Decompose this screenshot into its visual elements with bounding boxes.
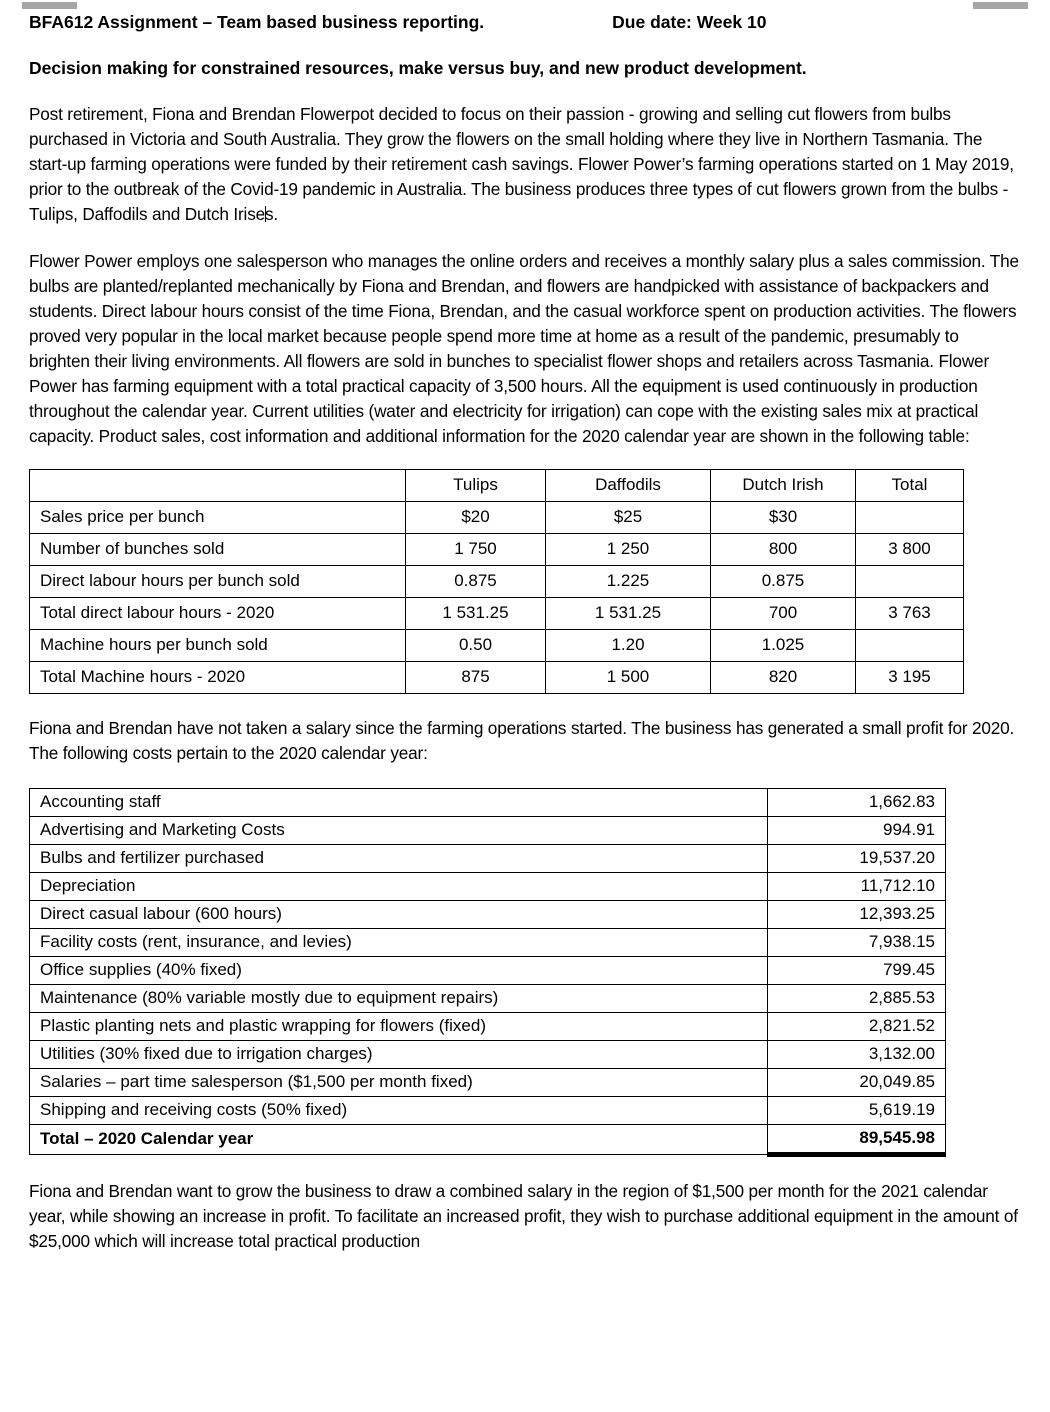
cost-label: Depreciation [30, 872, 768, 900]
cost-amount: 11,712.10 [768, 872, 946, 900]
cell-tulips: 1 531.25 [406, 597, 546, 629]
page-margin-marker-top-right [973, 2, 1028, 9]
table-total-row [30, 1124, 946, 1154]
table-row [30, 984, 946, 1012]
cell-total: 3 763 [856, 597, 964, 629]
table-row [30, 565, 964, 597]
cell-daffodils: 1 531.25 [546, 597, 711, 629]
column-header-total: Total [856, 469, 964, 501]
cell-daffodils: 1.225 [546, 565, 711, 597]
cost-label: Shipping and receiving costs (50% fixed) [30, 1096, 768, 1124]
table-row [30, 928, 946, 956]
table-row [30, 816, 946, 844]
table-row [30, 872, 946, 900]
assignment-title: BFA612 Assignment – Team based business reporting. [29, 12, 485, 32]
cell-daffodils: 1 500 [546, 661, 711, 693]
table-row [30, 533, 964, 565]
cost-amount: 799.45 [768, 956, 946, 984]
row-label: Direct labour hours per bunch sold [30, 565, 406, 597]
table-row [30, 1068, 946, 1096]
table-row [30, 501, 964, 533]
paragraph-background-part2: s. [265, 203, 279, 224]
cell-daffodils: 1 250 [546, 533, 711, 565]
column-header-daffodils: Daffodils [546, 469, 711, 501]
paragraph-background [29, 102, 1021, 227]
cell-tulips: $20 [406, 501, 546, 533]
table-row [30, 629, 964, 661]
column-header-tulips: Tulips [406, 469, 546, 501]
cost-label: Utilities (30% fixed due to irrigation charges) [30, 1040, 768, 1068]
table-row [30, 900, 946, 928]
cost-total-label: Total – 2020 Calendar year [30, 1124, 768, 1154]
cost-label: Bulbs and fertilizer purchased [30, 844, 768, 872]
cost-amount: 2,885.53 [768, 984, 946, 1012]
row-label: Number of bunches sold [30, 533, 406, 565]
table-header-row [30, 469, 964, 501]
cell-total: 3 800 [856, 533, 964, 565]
cost-amount: 20,049.85 [768, 1068, 946, 1096]
row-label: Sales price per bunch [30, 501, 406, 533]
table-row [30, 1040, 946, 1068]
product-information-table [29, 469, 964, 694]
cost-amount: 994.91 [768, 816, 946, 844]
row-label: Total Machine hours - 2020 [30, 661, 406, 693]
cost-label: Office supplies (40% fixed) [30, 956, 768, 984]
cost-information-table [29, 788, 946, 1157]
cost-total-amount: 89,545.98 [768, 1124, 946, 1154]
table-row [30, 1012, 946, 1040]
paragraph-salary-note: Fiona and Brendan have not taken a salary since the farming operations started. The business has generated a small profit for 2020. The following costs pertain to the 2020 calendar year: [29, 717, 1015, 763]
cell-dutch-irish: 0.875 [711, 565, 856, 597]
cell-dutch-irish: 800 [711, 533, 856, 565]
cell-dutch-irish: 1.025 [711, 629, 856, 661]
page-margin-marker-top-left [22, 2, 77, 9]
cell-dutch-irish: 820 [711, 661, 856, 693]
cell-daffodils: 1.20 [546, 629, 711, 661]
cost-label: Plastic planting nets and plastic wrapping for flowers (fixed) [30, 1012, 768, 1040]
cost-amount: 7,938.15 [768, 928, 946, 956]
paragraph-growth-plan: Fiona and Brendan want to grow the business to draw a combined salary in the region of $1,500 per month for the 2021 calendar year, while showing an increase in profit. To facilitate an increased profit, they wish to purchase additional equipment in the amount of $25,000 which will increase total practical production [29, 1180, 1018, 1252]
table-row [30, 844, 946, 872]
cost-amount: 2,821.52 [768, 1012, 946, 1040]
document-subtitle: Decision making for constrained resources, make versus buy, and new product development. [29, 57, 807, 78]
cost-amount: 12,393.25 [768, 900, 946, 928]
cell-tulips: 875 [406, 661, 546, 693]
column-header-blank [30, 469, 406, 501]
table-row [30, 1096, 946, 1124]
cell-total: 3 195 [856, 661, 964, 693]
cost-label: Advertising and Marketing Costs [30, 816, 768, 844]
table-row [30, 788, 946, 816]
paragraph-operations: Flower Power employs one salesperson who manages the online orders and receives a monthly salary plus a sales commission. The bulbs are planted/replanted mechanically by Fiona and Brendan, and flowers are handpicked with assistance of backpackers and students. Direct labour hours consist of the time Fiona, Brendan, and the casual workforce spent on production activities. The flowers proved very popular in the local market because people spend more time at home as a result of the pandemic, presumably to brighten their living environments. All flowers are sold in bunches to specialist flower shops and retailers across Tasmania. Flower Power has farming equipment with a total practical capacity of 3,500 hours. All the equipment is used continuously in production throughout the calendar year. Current utilities (water and electricity for irrigation) can cope with the existing sales mix at practical capacity. Product sales, cost information and additional information for the 2020 calendar year are shown in the following table: [29, 250, 1019, 446]
document-header [29, 0, 1021, 34]
cost-label: Salaries – part time salesperson ($1,500 per month fixed) [30, 1068, 768, 1096]
cell-total [856, 501, 964, 533]
cell-dutch-irish: $30 [711, 501, 856, 533]
row-label: Total direct labour hours - 2020 [30, 597, 406, 629]
paragraph-background-part1: Post retirement, Fiona and Brendan Flowerpot decided to focus on their passion - growing and selling cut flowers from bulbs purchased in Victoria and South Australia. They grow the flowers on the small holding where they live in Northern Tasmania. The start-up farming operations were funded by their retirement cash savings. Flower Power’s farming operations started on 1 May 2019, prior to the outbreak of the Covid-19 pandemic in Australia. The business produces three types of cut flowers grown from the bulbs - Tulips, Daffodils and Dutch Irise [29, 103, 1014, 224]
cell-total [856, 565, 964, 597]
cost-label: Maintenance (80% variable mostly due to equipment repairs) [30, 984, 768, 1012]
cell-tulips: 0.875 [406, 565, 546, 597]
column-header-dutch-irish: Dutch Irish [711, 469, 856, 501]
cost-label: Facility costs (rent, insurance, and levies) [30, 928, 768, 956]
table-row [30, 956, 946, 984]
cost-amount: 19,537.20 [768, 844, 946, 872]
cost-label: Accounting staff [30, 788, 768, 816]
cell-daffodils: $25 [546, 501, 711, 533]
cost-amount: 1,662.83 [768, 788, 946, 816]
cell-dutch-irish: 700 [711, 597, 856, 629]
cost-amount: 3,132.00 [768, 1040, 946, 1068]
cell-tulips: 0.50 [406, 629, 546, 661]
table-row [30, 661, 964, 693]
cost-label: Direct casual labour (600 hours) [30, 900, 768, 928]
due-date-label: Due date: Week 10 [612, 12, 767, 32]
cell-total [856, 629, 964, 661]
cell-tulips: 1 750 [406, 533, 546, 565]
table-row [30, 597, 964, 629]
cost-amount: 5,619.19 [768, 1096, 946, 1124]
row-label: Machine hours per bunch sold [30, 629, 406, 661]
